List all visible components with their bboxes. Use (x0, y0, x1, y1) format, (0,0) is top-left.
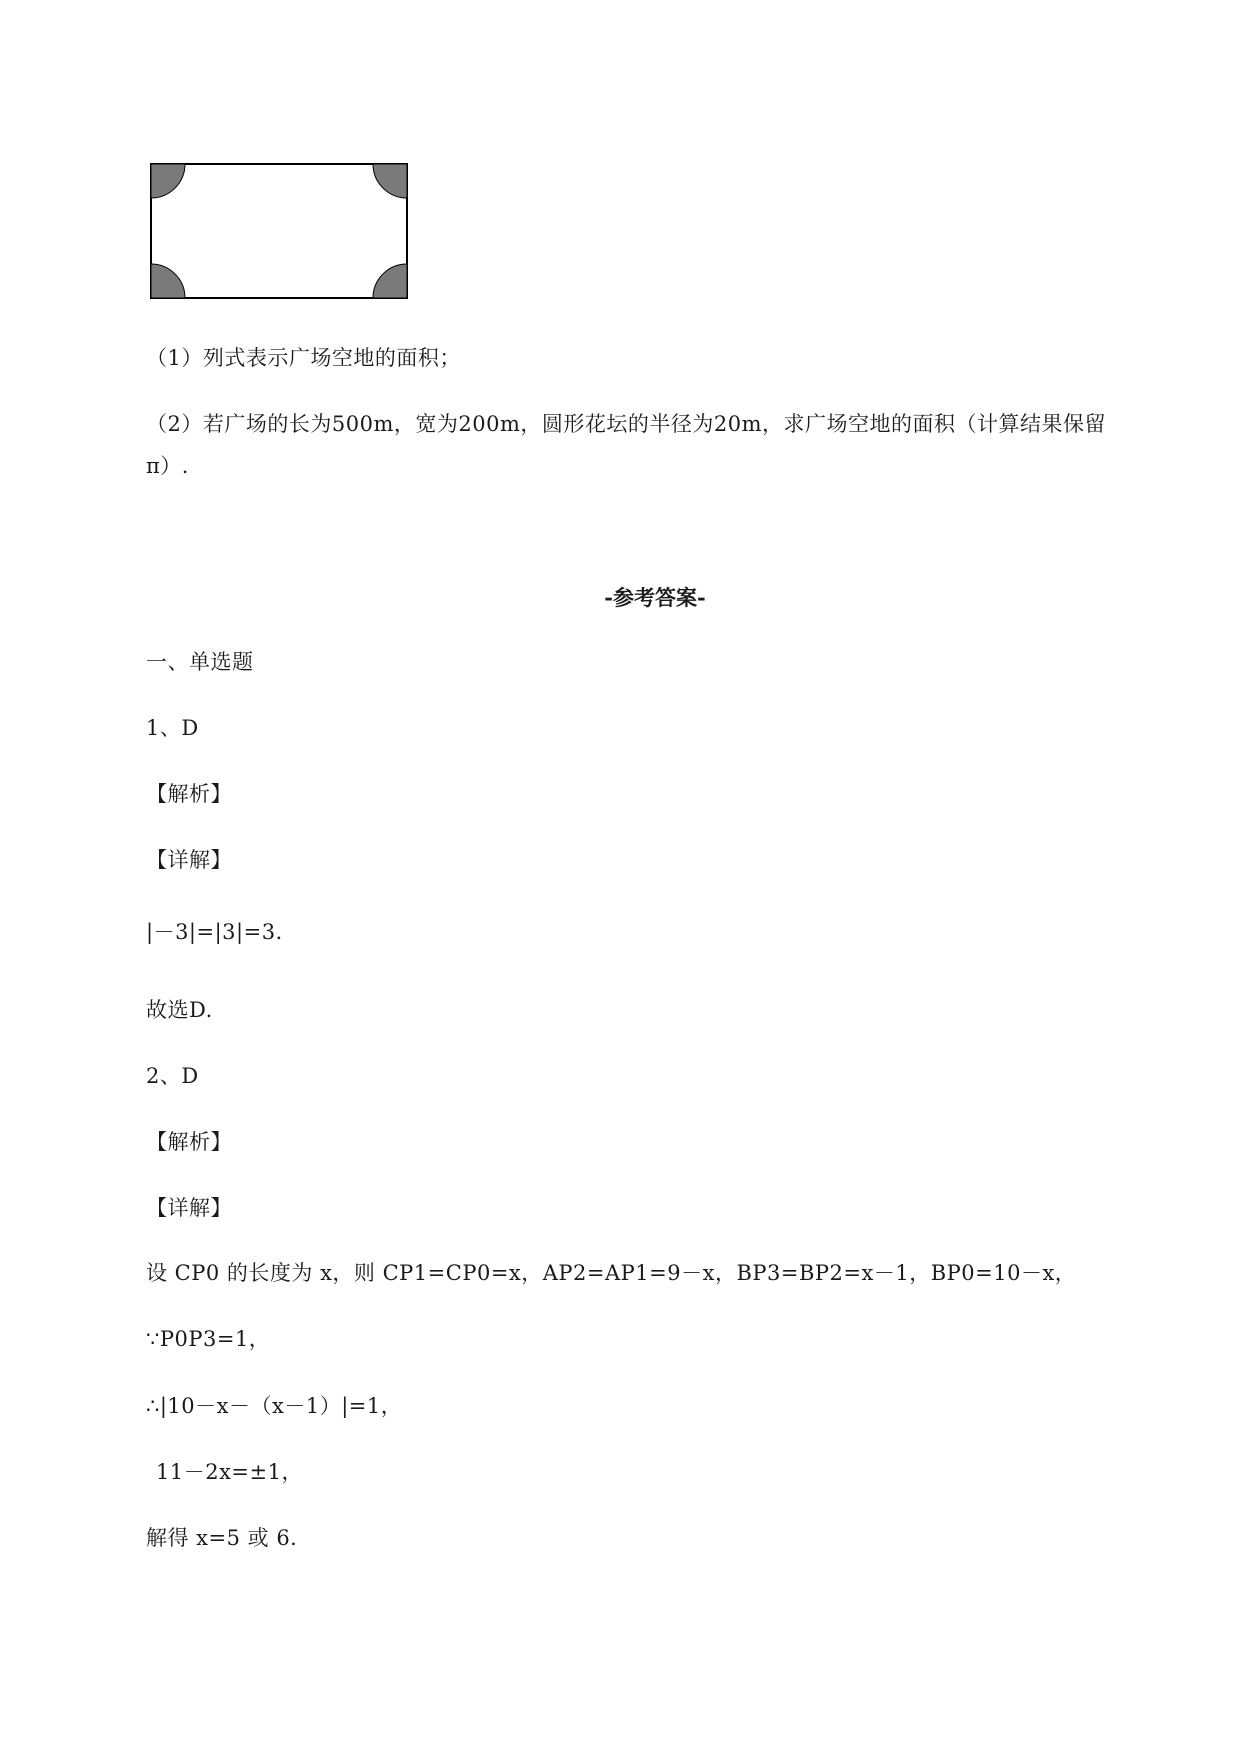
square-outline (151, 164, 407, 298)
q2-solution-line-3: ∴|10－x－（x－1）|=1， (146, 1394, 403, 1418)
q2-detail-label: 【详解】 (146, 1196, 232, 1220)
q2-solution-line-4: 11－2x=±1， (156, 1460, 303, 1484)
q2-solution-line-1: 设 CP0 的长度为 x，则 CP1=CP0=x，AP2=AP1=9－x，BP3=BP2=x－1，BP0=10－x， (146, 1261, 1077, 1285)
question-part-2-line-2: π）. (146, 454, 189, 478)
q1-heading: 1、D (146, 716, 199, 740)
q1-detail-label: 【详解】 (146, 848, 232, 872)
q2-heading: 2、D (146, 1064, 199, 1088)
square-figure (150, 163, 408, 299)
q2-solution-line-5: 解得 x=5 或 6． (146, 1526, 312, 1550)
answer-key-title: -参考答案- (604, 585, 706, 610)
q1-formula: |－3|=|3|=3． (146, 920, 298, 944)
question-part-2-line-1: （2）若广场的长为500m，宽为200m，圆形花坛的半径为20m，求广场空地的面积（计算结果保留 (146, 412, 1106, 436)
q2-solution-line-2: ∵P0P3=1， (146, 1327, 271, 1351)
q1-conclusion: 故选D. (146, 998, 213, 1022)
question-part-1: （1）列式表示广场空地的面积； (146, 346, 461, 370)
q1-analysis-label: 【解析】 (146, 782, 232, 806)
section-heading: 一、单选题 (146, 650, 254, 674)
q2-analysis-label: 【解析】 (146, 1130, 232, 1154)
